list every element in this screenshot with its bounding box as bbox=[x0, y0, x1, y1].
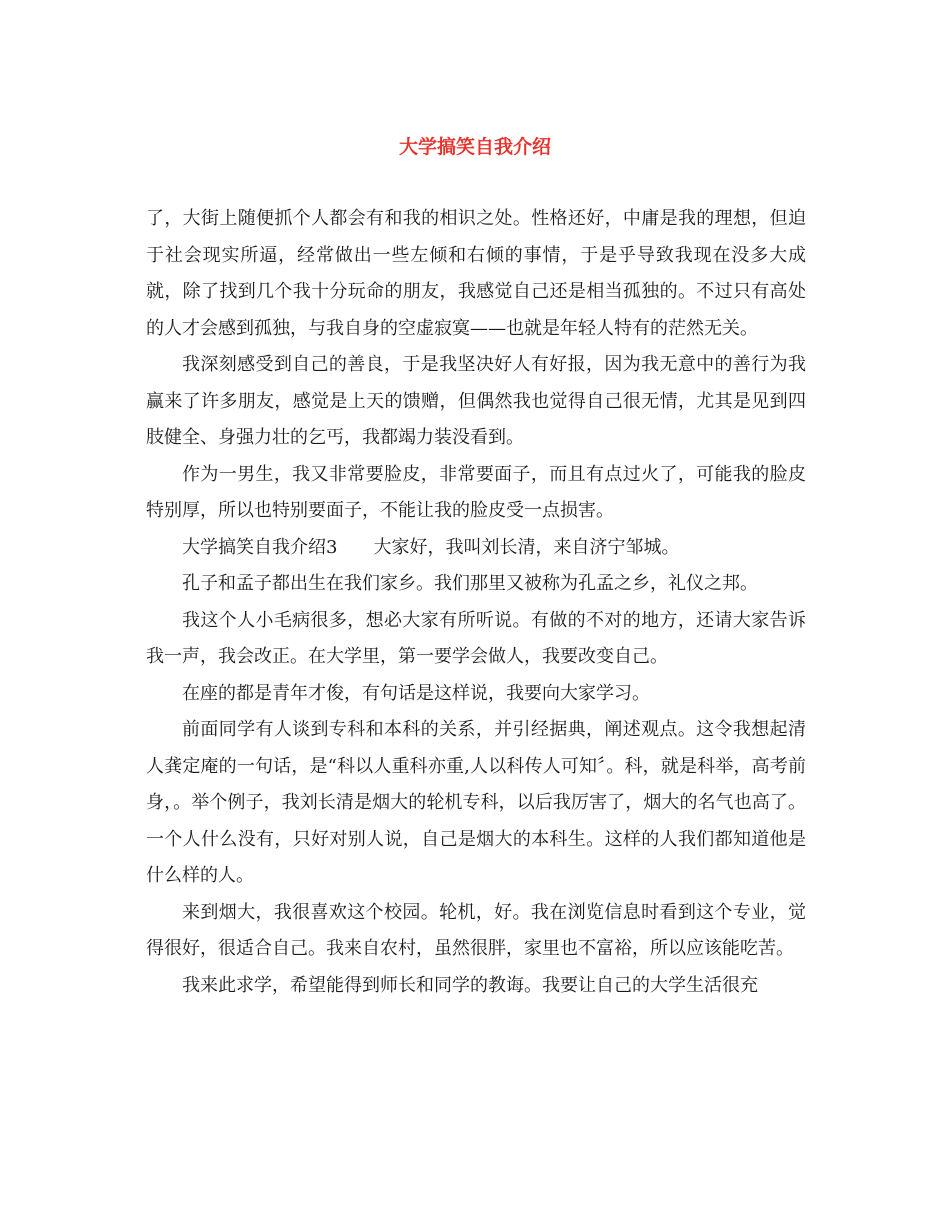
paragraph-4: 大学搞笑自我介绍3 大家好，我叫刘长清，来自济宁邹城。 bbox=[182, 536, 680, 558]
document-body bbox=[146, 201, 806, 1004]
paragraph-9: 来到烟大，我很喜欢这个校园。轮机，好。我在浏览信息时看到这个专业，觉得很好，很适合自己。我来自农村，虽然很胖，家里也不富裕，所以应该能吃苦。 bbox=[146, 901, 806, 959]
paragraph-8: 前面同学有人谈到专科和本科的关系，并引经据典，阐述观点。这令我想起清人龚定庵的一句话，是“科以人重科亦重,人以科传人可知〞。科，就是科举，高考前身，。举个例子，我刘长清是烟大的轮机专科，以后我厉害了，烟大的名气也高了。一个人什么没有，只好对别人说，自己是烟大的本科生。这样的人我们都知道他是什么样的人。 bbox=[146, 719, 806, 886]
document-title: 大学搞笑自我介绍 bbox=[398, 136, 551, 158]
paragraph-7: 在座的都是青年才俊，有句话是这样说，我要向大家学习。 bbox=[182, 682, 650, 704]
paragraph-3: 作为一男生，我又非常要脸皮，非常要面子，而且有点过火了，可能我的脸皮特别厚，所以也特别要面子，不能让我的脸皮受一点损害。 bbox=[146, 463, 806, 521]
paragraph-5: 孔子和孟子都出生在我们家乡。我们那里又被称为孔孟之乡，礼仪之邦。 bbox=[182, 573, 758, 594]
paragraph-1: 了，大街上随便抓个人都会有和我的相识之处。性格还好，中庸是我的理想，但迫于社会现实所逼，经常做出一些左倾和右倾的事情，于是乎导致我现在没多大成就，除了找到几个我十分玩命的朋友，我感觉自己还是相当孤独的。不过只有高处的人才会感到孤独，与我自身的空虚寂寞——也就是年轻人特有的茫然无关。 bbox=[146, 208, 806, 339]
paragraph-6: 我这个人小毛病很多，想必大家有所听说。有做的不对的地方，还请大家告诉我一声，我会改正。在大学里，第一要学会做人，我要改变自己。 bbox=[146, 609, 806, 667]
paragraph-2: 我深刻感受到自己的善良，于是我坚决好人有好报，因为我无意中的善行为我赢来了许多朋友，感觉是上天的馈赠，但偶然我也觉得自己很无情，尤其是见到四肢健全、身强力壮的乞丐，我都竭力装没看到。 bbox=[146, 354, 806, 448]
paragraph-10: 我来此求学，希望能得到师长和同学的教诲。我要让自己的大学生活很充 bbox=[182, 974, 758, 996]
